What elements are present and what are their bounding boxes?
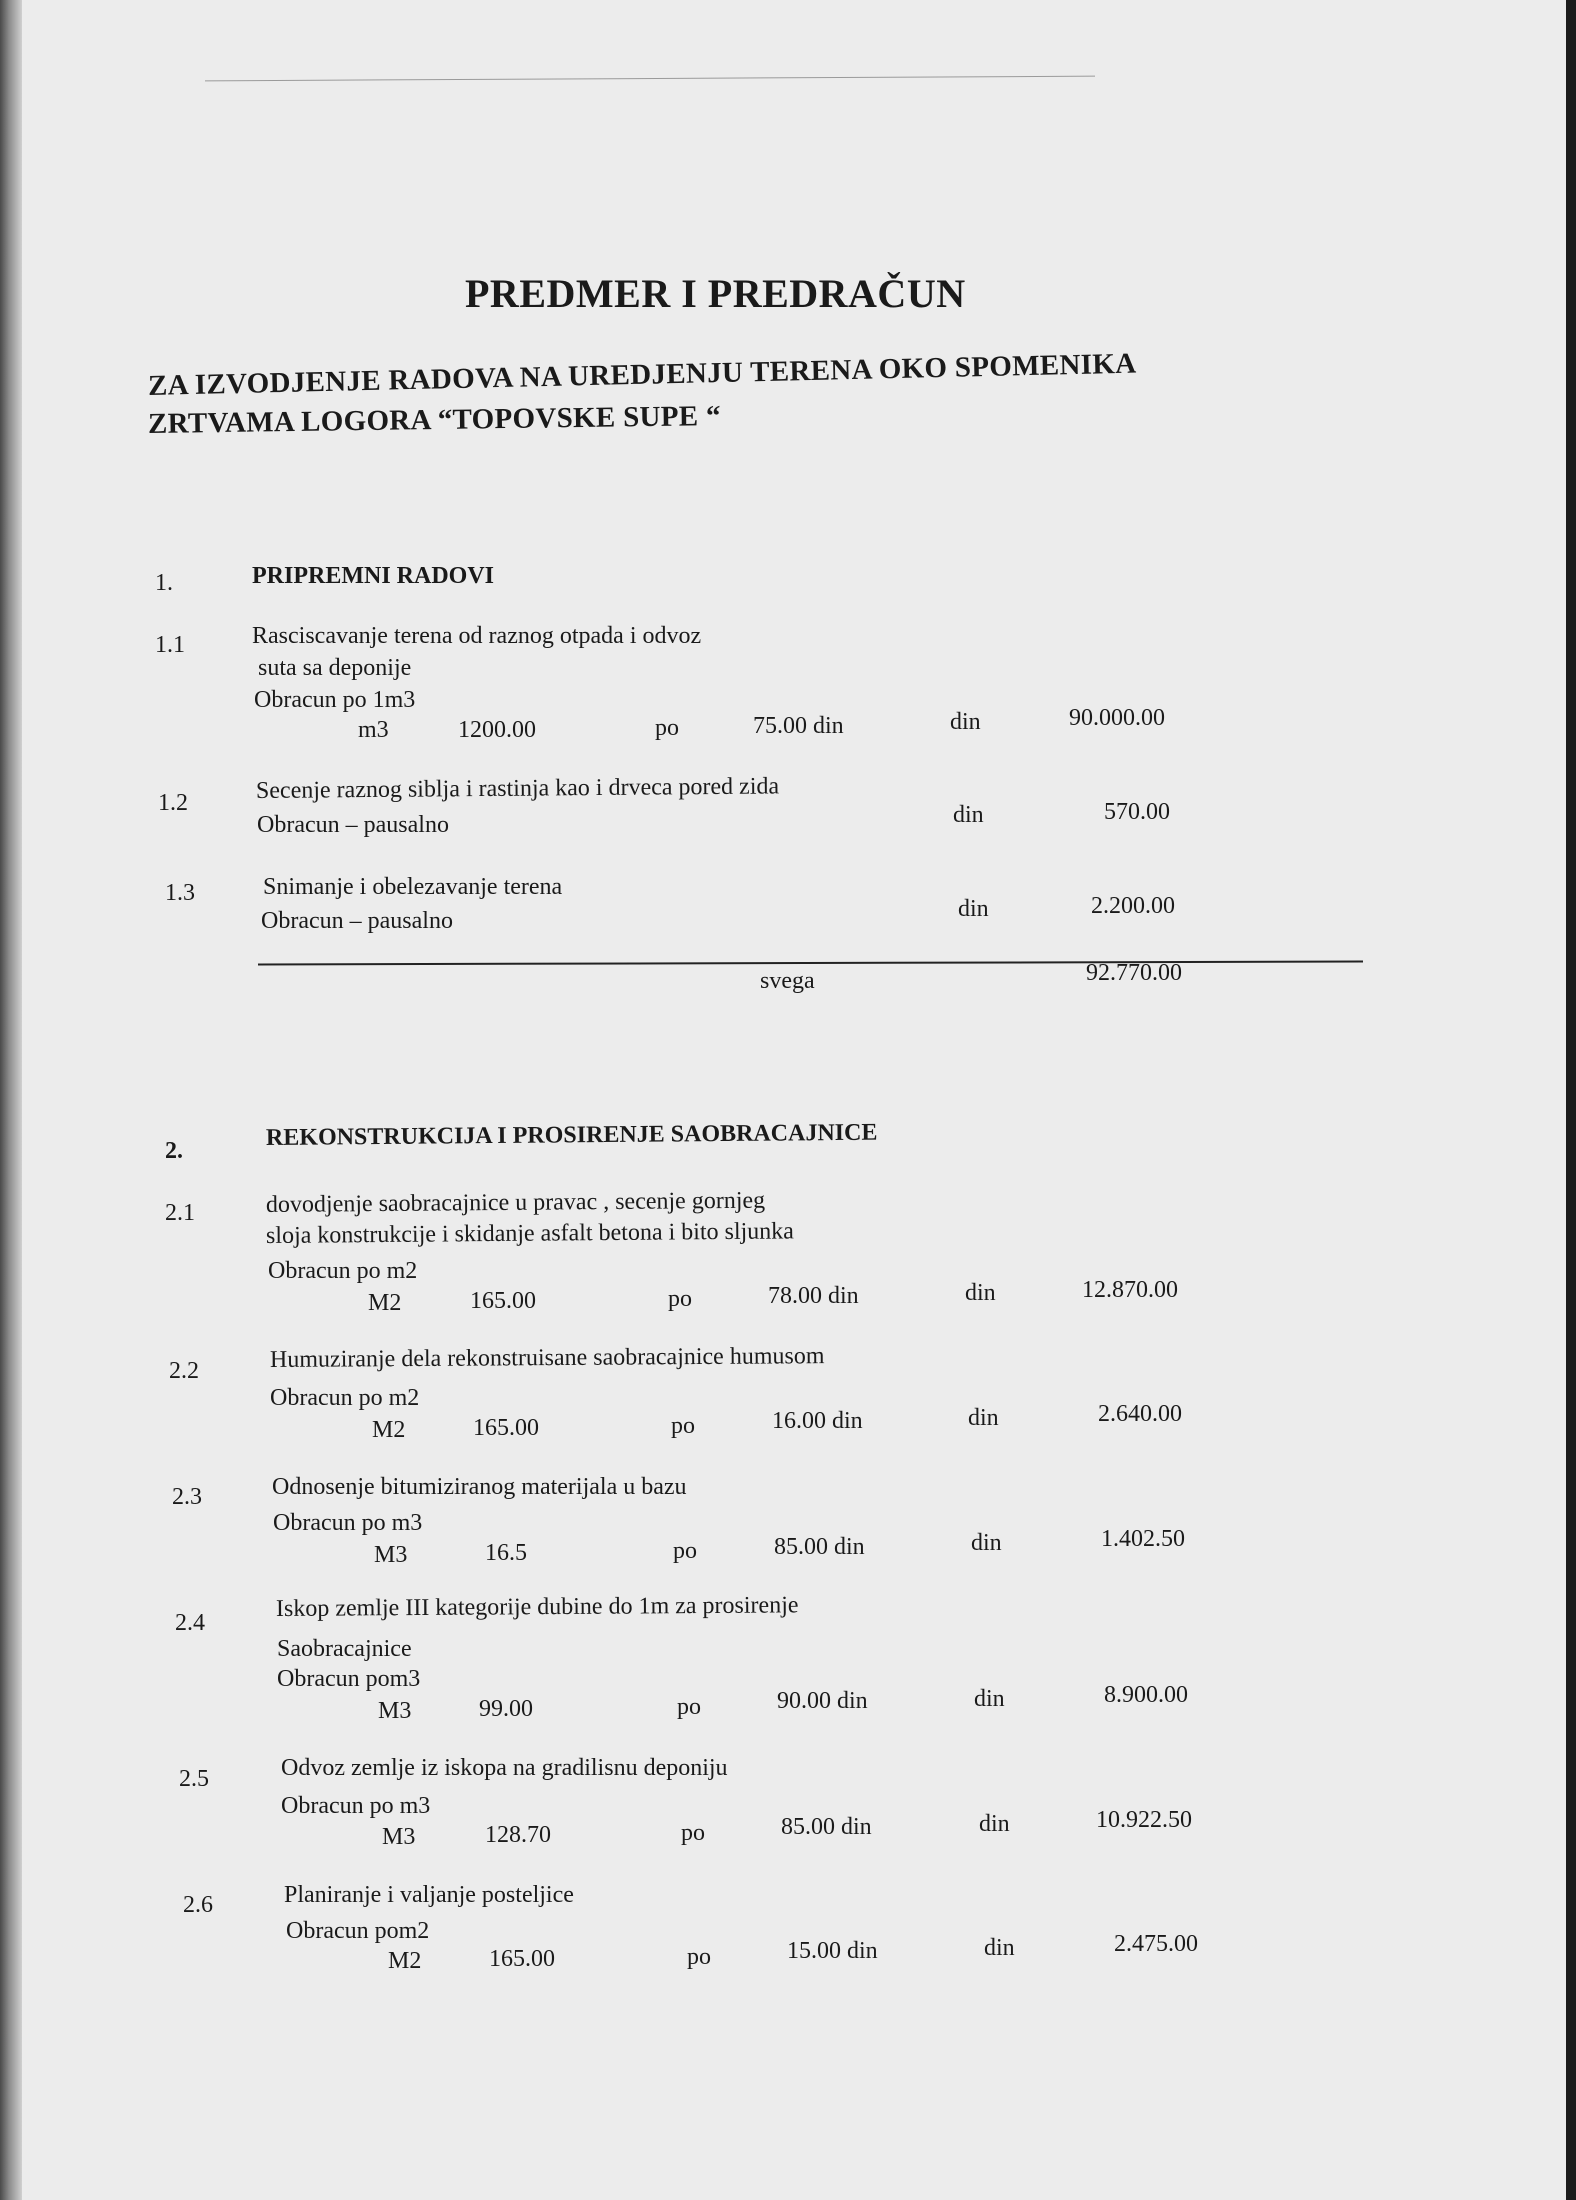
item-method: Obracun – pausalno	[257, 812, 449, 838]
item-number: 2.1	[165, 1200, 195, 1226]
item-quantity: 128.70	[485, 1822, 551, 1848]
item-method: Obracun po m3	[281, 1793, 431, 1819]
item-amount: 12.870.00	[1082, 1277, 1178, 1303]
item-unit: M3	[374, 1542, 408, 1568]
item-po: po	[681, 1820, 705, 1846]
item-description-2: suta sa deponije	[258, 655, 412, 681]
item-unit: M2	[368, 1290, 402, 1316]
item-po: po	[655, 715, 679, 741]
item-po: po	[677, 1694, 701, 1720]
subtotal-rule	[258, 961, 1363, 966]
item-quantity: 99.00	[479, 1696, 533, 1722]
item-unit: M3	[382, 1824, 416, 1850]
item-currency: din	[953, 802, 984, 828]
page-title: PREDMER I PREDRAČUN	[465, 271, 966, 316]
item-method: Obracun – pausalno	[261, 908, 453, 934]
item-unit: M2	[372, 1417, 406, 1443]
item-number: 1.3	[165, 880, 195, 906]
item-unit-price: 85.00 din	[774, 1534, 865, 1560]
item-po: po	[671, 1413, 695, 1439]
item-method: Obracun po m2	[270, 1385, 420, 1411]
faint-top-rule	[205, 76, 1095, 82]
binding-edge	[0, 0, 22, 2200]
item-amount: 10.922.50	[1096, 1807, 1192, 1833]
item-currency: din	[950, 709, 981, 735]
item-description: Planiranje i valjanje posteljice	[284, 1882, 574, 1908]
item-description-2: sloja konstrukcije i skidanje asfalt betona i bito sljunka	[265, 1218, 794, 1249]
item-po: po	[673, 1538, 697, 1564]
item-number: 2.4	[175, 1610, 205, 1636]
item-currency: din	[974, 1686, 1005, 1712]
item-amount: 1.402.50	[1101, 1526, 1185, 1552]
subtitle-line-2: ZRTVAMA LOGORA “TOPOVSKE SUPE “	[147, 400, 721, 440]
item-quantity: 16.5	[485, 1540, 527, 1566]
item-quantity: 165.00	[470, 1288, 536, 1314]
section-1-number: 1.	[155, 570, 173, 596]
section-2-heading: REKONSTRUKCIJA I PROSIRENJE SAOBRACAJNICE	[265, 1119, 878, 1151]
item-quantity: 165.00	[473, 1415, 539, 1441]
item-unit-price: 90.00 din	[777, 1688, 868, 1714]
item-description: dovodjenje saobracajnice u pravac , secenje gornjeg	[265, 1187, 766, 1218]
section-2-number: 2.	[165, 1138, 183, 1164]
item-unit: M3	[378, 1698, 412, 1724]
item-number: 2.3	[172, 1484, 202, 1510]
item-unit: M2	[388, 1948, 422, 1974]
item-quantity: 1200.00	[458, 717, 536, 743]
item-currency: din	[984, 1935, 1015, 1961]
item-unit: m3	[358, 717, 389, 743]
item-description: Iskop zemlje III kategorije dubine do 1m za prosirenje	[275, 1592, 799, 1622]
item-currency: din	[968, 1405, 999, 1431]
item-amount: 90.000.00	[1069, 705, 1165, 731]
item-amount: 8.900.00	[1104, 1682, 1188, 1708]
item-unit-price: 78.00 din	[768, 1283, 859, 1309]
item-currency: din	[979, 1811, 1010, 1837]
item-number: 1.1	[155, 632, 185, 658]
item-amount: 2.640.00	[1098, 1401, 1182, 1427]
item-method: Obracun po m3	[273, 1510, 423, 1536]
item-unit-price: 75.00 din	[753, 713, 844, 739]
item-description: Rasciscavanje terena od raznog otpada i odvoz	[252, 623, 702, 649]
section-1-heading: PRIPREMNI RADOVI	[252, 563, 494, 589]
item-number: 2.2	[169, 1358, 199, 1384]
item-method: Obracun pom2	[286, 1918, 430, 1944]
item-amount: 570.00	[1104, 799, 1170, 825]
item-unit-price: 85.00 din	[781, 1814, 872, 1840]
item-po: po	[687, 1944, 711, 1970]
item-quantity: 165.00	[489, 1946, 555, 1972]
item-number: 2.6	[183, 1892, 213, 1918]
subtotal-label: svega	[760, 968, 815, 994]
item-description: Odnosenje bitumiziranog materijala u bazu	[272, 1474, 687, 1500]
item-amount: 2.475.00	[1114, 1931, 1198, 1957]
item-amount: 2.200.00	[1091, 893, 1175, 919]
item-method: Obracun pom3	[277, 1666, 421, 1692]
item-unit-price: 15.00 din	[787, 1938, 878, 1964]
item-currency: din	[958, 896, 989, 922]
item-method: Obracun po m2	[268, 1258, 418, 1284]
subtitle-line-1: ZA IZVODJENJE RADOVA NA UREDJENJU TERENA OKO SPOMENIKA	[147, 347, 1137, 402]
item-description-2: Saobracajnice	[277, 1636, 412, 1662]
item-method: Obracun po 1m3	[254, 687, 416, 713]
item-unit-price: 16.00 din	[772, 1408, 863, 1434]
item-description: Snimanje i obelezavanje terena	[263, 874, 563, 900]
item-description: Secenje raznog siblja i rastinja kao i drveca pored zida	[255, 773, 780, 804]
scan-edge	[1566, 0, 1576, 2200]
item-po: po	[668, 1286, 692, 1312]
item-description: Odvoz zemlje iz iskopa na gradilisnu deponiju	[281, 1755, 728, 1781]
item-currency: din	[965, 1280, 996, 1306]
subtotal-amount: 92.770.00	[1086, 960, 1182, 986]
item-number: 1.2	[158, 790, 188, 816]
item-number: 2.5	[179, 1766, 209, 1792]
item-description: Humuziranje dela rekonstruisane saobracajnice humusom	[269, 1343, 825, 1373]
item-currency: din	[971, 1530, 1002, 1556]
